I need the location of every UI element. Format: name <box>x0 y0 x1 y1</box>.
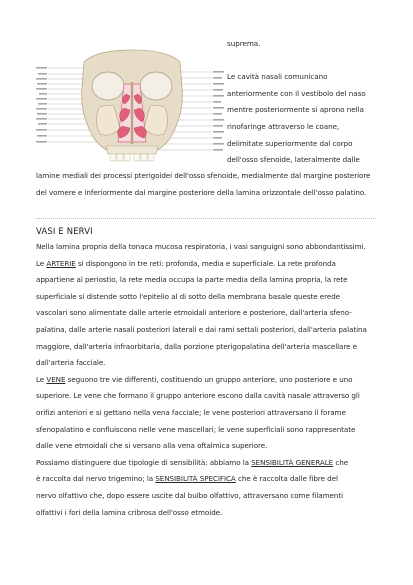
anatomy-figure <box>36 48 224 164</box>
text-line: dalle vene etmoidali che si versano alla vena oftalmica superiore. <box>36 441 268 451</box>
text-span: Possiamo distinguere due tipologie di sensibilità: abbiamo la <box>36 457 252 467</box>
text-line: Le cavità nasali comunicano <box>227 72 328 82</box>
text-line: superiore. Le vene che formano il gruppo anteriore escono dalla cavità nasale attraverso gli <box>36 391 360 401</box>
text-line: anteriormente con il vestibolo del naso <box>227 88 366 98</box>
text-line: rinofaringe attraverso le coane, <box>227 121 340 131</box>
paragraph-veins-first-line <box>36 372 381 389</box>
section-divider <box>36 218 376 219</box>
text-line: del vomere e inferiormente dal margine posteriore della lamina orizzontale dell'osso palatino. <box>36 187 367 197</box>
text-line: maggiore, dall'arteria infraorbitaria, dalla porzione pterigopalatina dell'arteria mascellare e <box>36 341 357 351</box>
text-line: nervo olfattivo che, dopo essere uscite dal bulbo olfattivo, attraversano come filamenti <box>36 490 344 500</box>
term-vene: VENE <box>46 374 66 384</box>
skull-coronal-section-illustration <box>36 48 224 164</box>
paragraph-sensitivity-first-line <box>36 455 381 472</box>
text-line: sfenopalatino e confluiscono nelle vene mascellari; le vene superficiali sono rappresentate <box>36 424 356 434</box>
text-line: olfattivi i fori della lamina cribrosa dell'osso etmoide. <box>36 507 223 517</box>
paragraph-vessels-intro: Nella lamina propria della tonaca mucosa respiratoria, i vasi sanguigni sono abbondantissimi. <box>36 242 366 251</box>
text-line: mentre posteriormente si aprono nella <box>227 105 364 115</box>
left-orbit <box>92 72 124 100</box>
section-heading: VASI E NERVI <box>36 226 93 236</box>
text-line: lamine mediali dei processi pterigoidei dell'osso sfenoide, medialmente dal margine posteriore <box>36 171 371 180</box>
text-span: Le <box>36 374 47 384</box>
text-span: Le <box>36 258 47 268</box>
intro-continuation <box>36 168 381 201</box>
text-line: dall'arteria facciale. <box>36 358 106 368</box>
text-line: vascolari sono alimentate dalle arterie etmoidali anteriore e posteriore, dall'arteria sfeno- <box>36 308 352 318</box>
right-orbit <box>140 72 172 100</box>
text-line: suprema. <box>227 39 261 48</box>
text-line: palatina, dalle arterie nasali posteriori laterali e dai rami settali posteriori, dall'arteria palatina <box>36 324 367 334</box>
text-span: si dispongono in tre reti: profonda, media e superficiale. La rete profonda <box>75 258 336 268</box>
text-line: appartiene al periostio, la rete media occupa la parte media della lamina propria, la rete <box>36 275 348 285</box>
hard-palate <box>106 146 158 154</box>
text-line: delimitate superiormente dal corpo <box>227 138 353 148</box>
term-sensibilita-specifica: SENSIBILITÀ SPECIFICA <box>155 474 236 484</box>
text-line: orifizi anteriori e si gettano nella vena facciale; le vene posteriori attraversano il forame <box>36 407 346 417</box>
term-sensibilita-generale: SENSIBILITÀ GENERALE <box>251 457 334 467</box>
text-span: seguono tre vie differenti, costituendo un gruppo anteriore, uno posteriore e uno <box>65 374 353 384</box>
text-line <box>227 53 397 70</box>
term-arterie: ARTERIE <box>46 258 76 268</box>
teeth <box>110 154 154 161</box>
text-span: che è raccolta dalle fibre del <box>235 474 338 484</box>
section-body <box>36 239 381 521</box>
text-line: superficiale si distende sotto l'epitelio al di sotto della membrana basale queste erede <box>36 291 341 301</box>
paragraph-arteries-first-line <box>36 256 381 273</box>
text-span: è raccolta dal nervo trigemino; la <box>36 474 156 484</box>
text-span: che <box>333 457 349 467</box>
intro-side-text <box>227 36 397 169</box>
text-line: dell'osso sfenoide, lateralmente dalle <box>227 155 360 165</box>
paragraph-sensitivity-second-line <box>36 471 381 488</box>
